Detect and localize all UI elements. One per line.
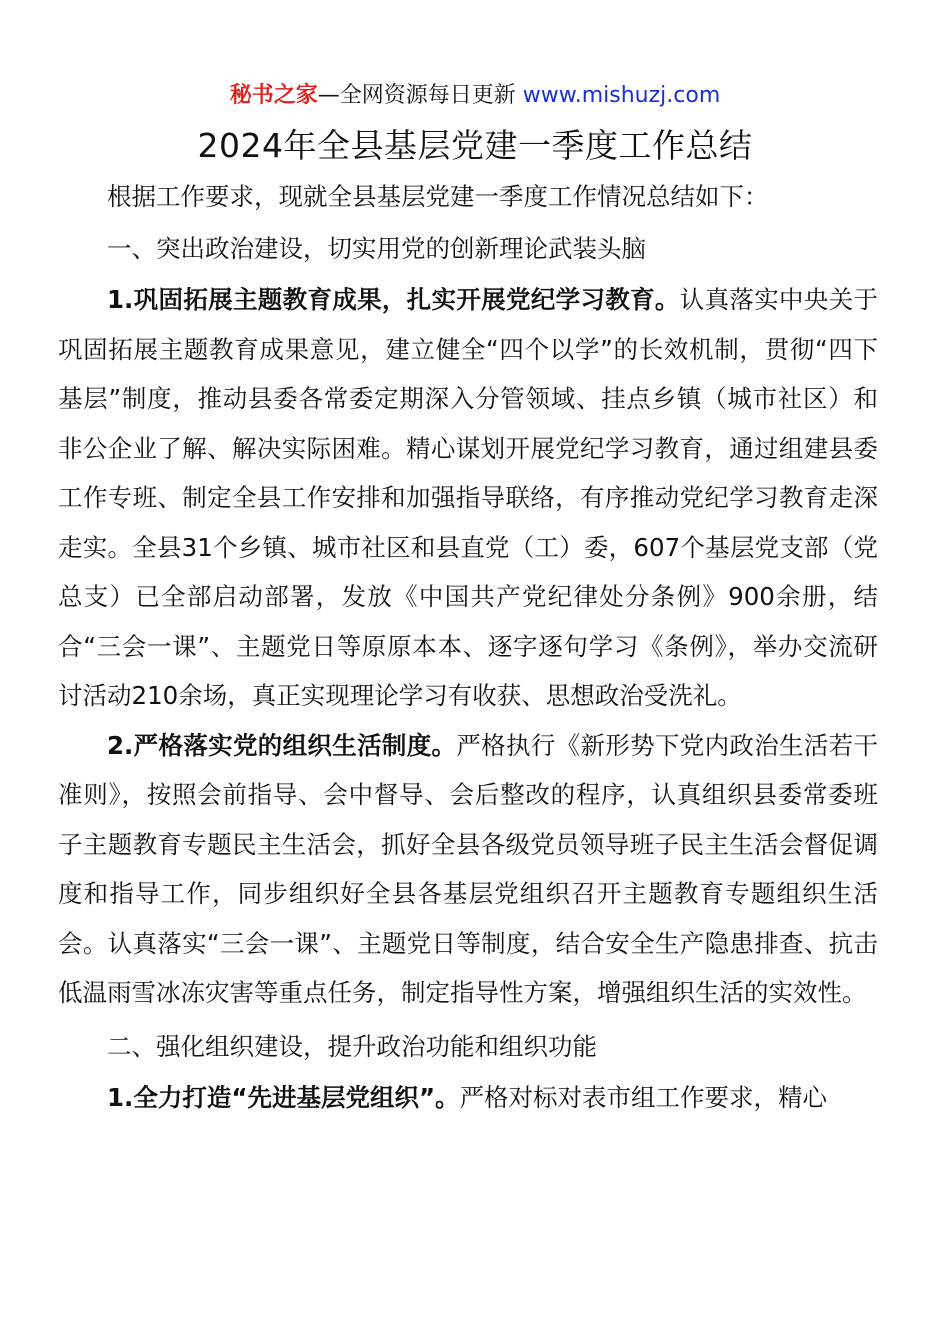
- section-2-heading: 二、强化组织建设，提升政治功能和组织功能: [107, 1031, 597, 1061]
- section-1-item-1-title: 1.巩固拓展主题教育成果，扎实开展党纪学习教育。: [107, 285, 680, 314]
- section-2-item-1-text: 严格对标对表市组工作要求，精心: [459, 1083, 828, 1112]
- section-1-item-2-title: 2.严格落实党的组织生活制度。: [107, 730, 457, 760]
- section-1-item-1: [58, 275, 878, 721]
- site-url[interactable]: www.mishuzj.com: [522, 83, 721, 108]
- document-body: [58, 172, 878, 1123]
- intro-paragraph: 根据工作要求，现就全县基层党建一季度工作情况总结如下：: [107, 182, 769, 211]
- section-1-item-2-text: 严格执行《新形势下党内政治生活若干准则》，按照会前指导、会中督导、会后整改的程序，认真组织县委常委班子主题教育专题民主生活会，抓好全县各级党员领导班子民主生活会督促调度和指导工作，同步组织好全县各基层党组织召开主题教育专题组织生活会。认真落实“三会一课”、主题党日等制度，结合安全生产隐患排查、抗击低温雨雪冰冻灾害等重点任务，制定指导性方案，增强组织生活的实效性。: [58, 730, 878, 1007]
- section-1-item-2: [58, 721, 878, 1018]
- site-header: [0, 80, 950, 112]
- site-tagline: —全网资源每日更新: [317, 83, 516, 108]
- document-title: 2024年全县基层党建一季度工作总结: [197, 126, 753, 165]
- section-1-heading: 一、突出政治建设，切实用党的创新理论武装头脑: [107, 233, 646, 263]
- section-1-item-1-text: 认真落实中央关于巩固拓展主题教育成果意见，建立健全“四个以学”的长效机制，贯彻“四下基层”制度，推动县委各常委定期深入分管领域、挂点乡镇（城市社区）和非公企业了解、解决实际困难。精心谋划开展党纪学习教育，通过组建县委工作专班、制定全县工作安排和加强指导联络，有序推动党纪学习教育走深走实。全县31个乡镇、城市社区和县直党（工）委，607个基层党支部（党总支）已全部启动部署，发放《中国共产党纪律处分条例》900余册，结合“三会一课”、主题党日等原原本本、逐字逐句学习《条例》，举办交流研讨活动210余场，真正实现理论学习有收获、思想政治受洗礼。: [58, 285, 878, 710]
- site-brand: 秘书之家: [229, 83, 318, 108]
- section-2-item-1-title: 1.全力打造“先进基层党组织”。: [107, 1083, 460, 1112]
- section-2-item-1: [58, 1073, 878, 1123]
